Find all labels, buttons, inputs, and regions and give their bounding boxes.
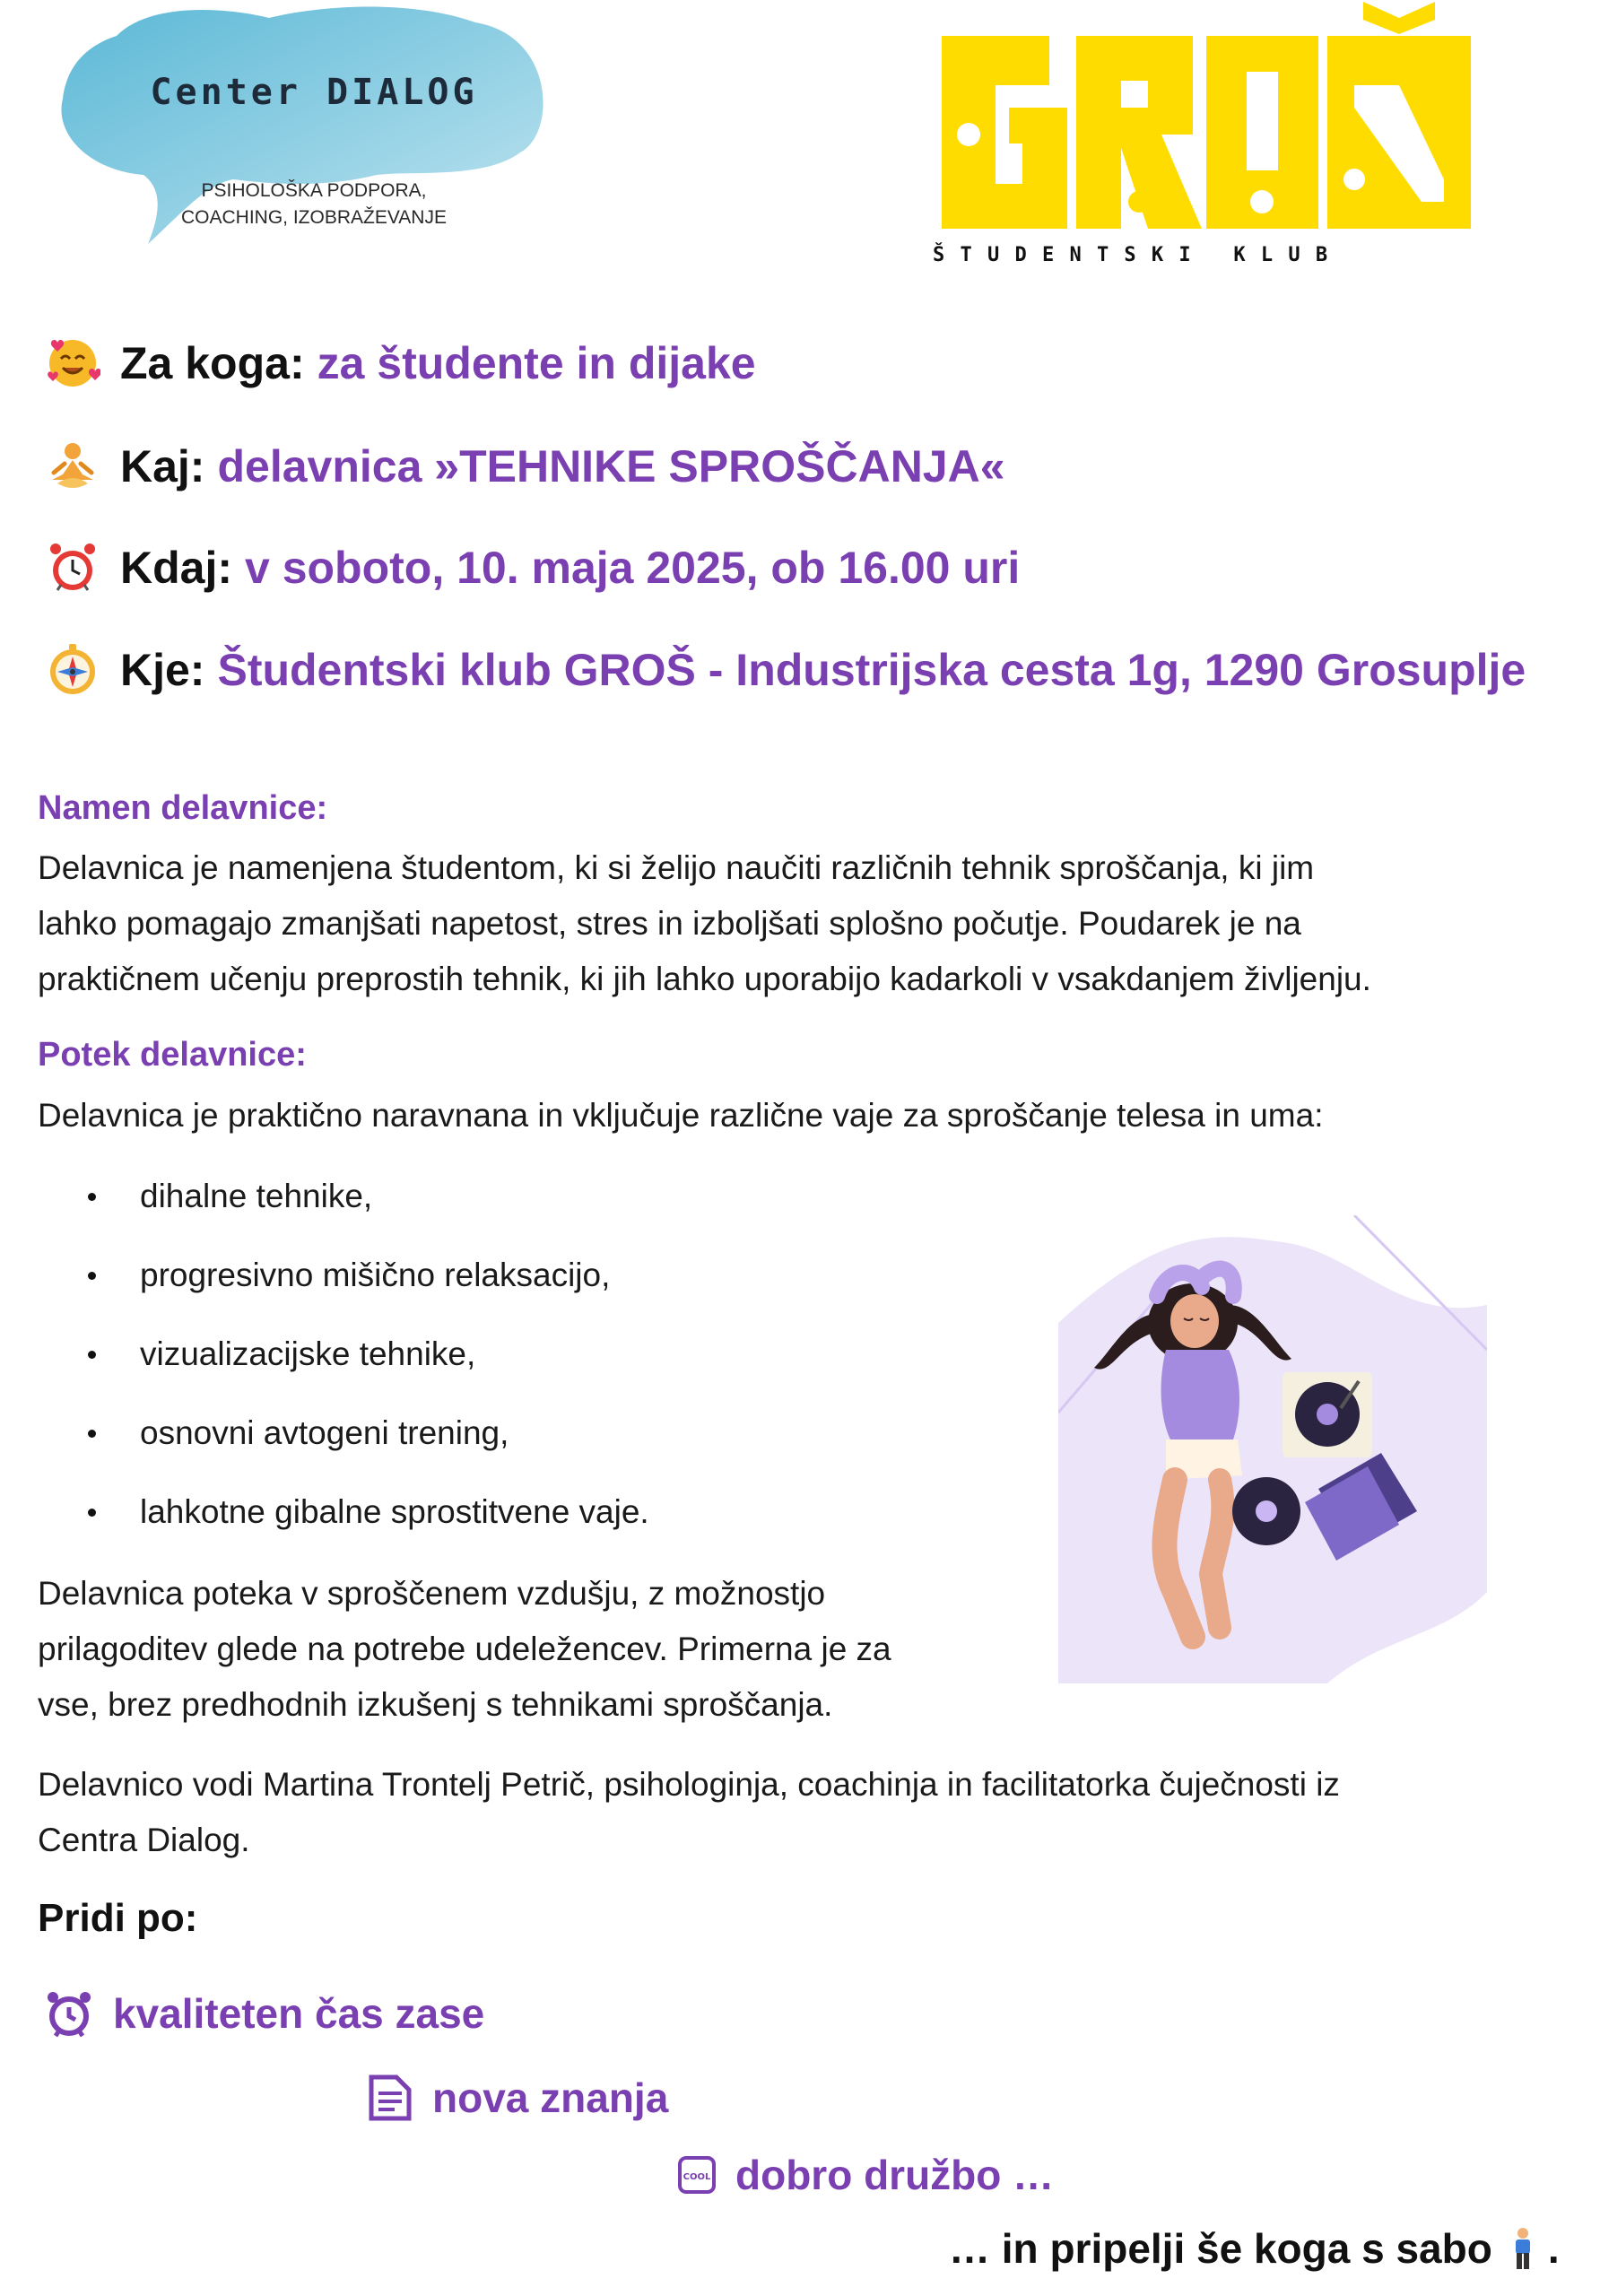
meditation-icon [45,439,100,494]
atmosphere-line: Delavnica poteka v sproščenem vzdušju, z možnostjo [38,1575,826,1612]
relaxing-girl-illustration [1058,1215,1487,1683]
atmosphere-line: prilagoditev glede na potrebe udeležencev. Primerna je za [38,1631,891,1667]
purpose-text [38,840,1371,1007]
leader-text [38,1757,1340,1868]
purpose-line: lahko pomagajo zmanjšati napetost, stres in izboljšati splošno počutje. Poudarek je na [38,905,1301,942]
center-dialog-logo [54,0,556,251]
come-item-text: nova znanja [432,2074,669,2121]
closing-line [949,2224,1560,2273]
leader-line: Centra Dialog. [38,1822,250,1858]
memo-icon [368,2074,413,2122]
come-item-company [678,2151,1054,2199]
gros-logo-subtitle: Š T U D E N T S K I K L U B [933,244,1330,266]
alarm-clock-icon [45,1989,93,2038]
info-key: Kaj: [120,441,205,491]
course-intro: Delavnica je praktično naravnana in vključuje različne vaje za sproščanje telesa in uma: [38,1097,1324,1134]
dialog-tagline-line1: PSIHOLOŠKA PODPORA, [201,180,427,201]
come-title: Pridi po: [38,1896,198,1940]
person-standing-icon [1505,2226,1541,2271]
dialog-logo-name: Center DIALOG [150,72,478,113]
info-row-who [45,332,756,395]
list-item: vizualizacijske tehnike, [38,1315,649,1394]
closing-dot: . [1547,2225,1560,2272]
info-value: v soboto, 10. maja 2025, ob 16.00 uri [245,543,1021,593]
atmosphere-line: vse, brez predhodnih izkušenj s tehnikami sproščanja. [38,1686,833,1723]
info-key: Za koga: [120,338,305,388]
info-row-when [45,536,1020,599]
come-item-knowledge [368,2074,668,2122]
svg-text:COOL: COOL [683,2172,711,2182]
purpose-title: Namen delavnice: [38,789,328,827]
list-item: dihalne tehnike, [38,1157,649,1236]
info-value: za študente in dijake [317,338,756,388]
come-item-time [45,1989,484,2038]
list-item: lahkotne gibalne sprostitvene vaje. [38,1473,649,1552]
closing-text: … in pripelji še koga s sabo [949,2225,1492,2272]
info-row-where [45,639,1526,701]
purpose-line: Delavnica je namenjena študentom, ki si želijo naučiti različnih tehnik sproščanja, ki jim [38,849,1315,886]
atmosphere-text [38,1566,891,1733]
alarm-clock-icon [45,540,100,596]
gros-logo [933,0,1489,278]
cool-icon [678,2156,716,2194]
come-item-text: kvaliteten čas zase [113,1990,485,2037]
info-value: delavnica »TEHNIKE SPROŠČANJA« [217,441,1005,491]
info-value: Študentski klub GROŠ - Industrijska cesta 1g, 1290 Grosuplje [217,645,1526,695]
list-item: osnovni avtogeni trening, [38,1394,649,1473]
info-key: Kje: [120,645,205,695]
exercise-list [38,1157,649,1552]
compass-icon [45,642,100,698]
come-item-text: dobro družbo … [735,2152,1055,2198]
dialog-logo-tagline [179,178,448,231]
info-key: Kdaj: [120,543,232,593]
list-item: progresivno mišično relaksacijo, [38,1236,649,1315]
info-row-what [45,435,1005,498]
purpose-line: praktičnem učenju preprostih tehnik, ki jih lahko uporabijo kadarkoli v vsakdanjem življenju. [38,961,1371,997]
dialog-tagline-line2: COACHING, IZOBRAŽEVANJE [181,207,447,228]
smiling-hearts-icon [45,335,100,391]
course-title: Potek delavnice: [38,1036,307,1074]
leader-line: Delavnico vodi Martina Trontelj Petrič, psihologinja, coachinja in facilitatorka čuječnosti iz [38,1766,1340,1803]
